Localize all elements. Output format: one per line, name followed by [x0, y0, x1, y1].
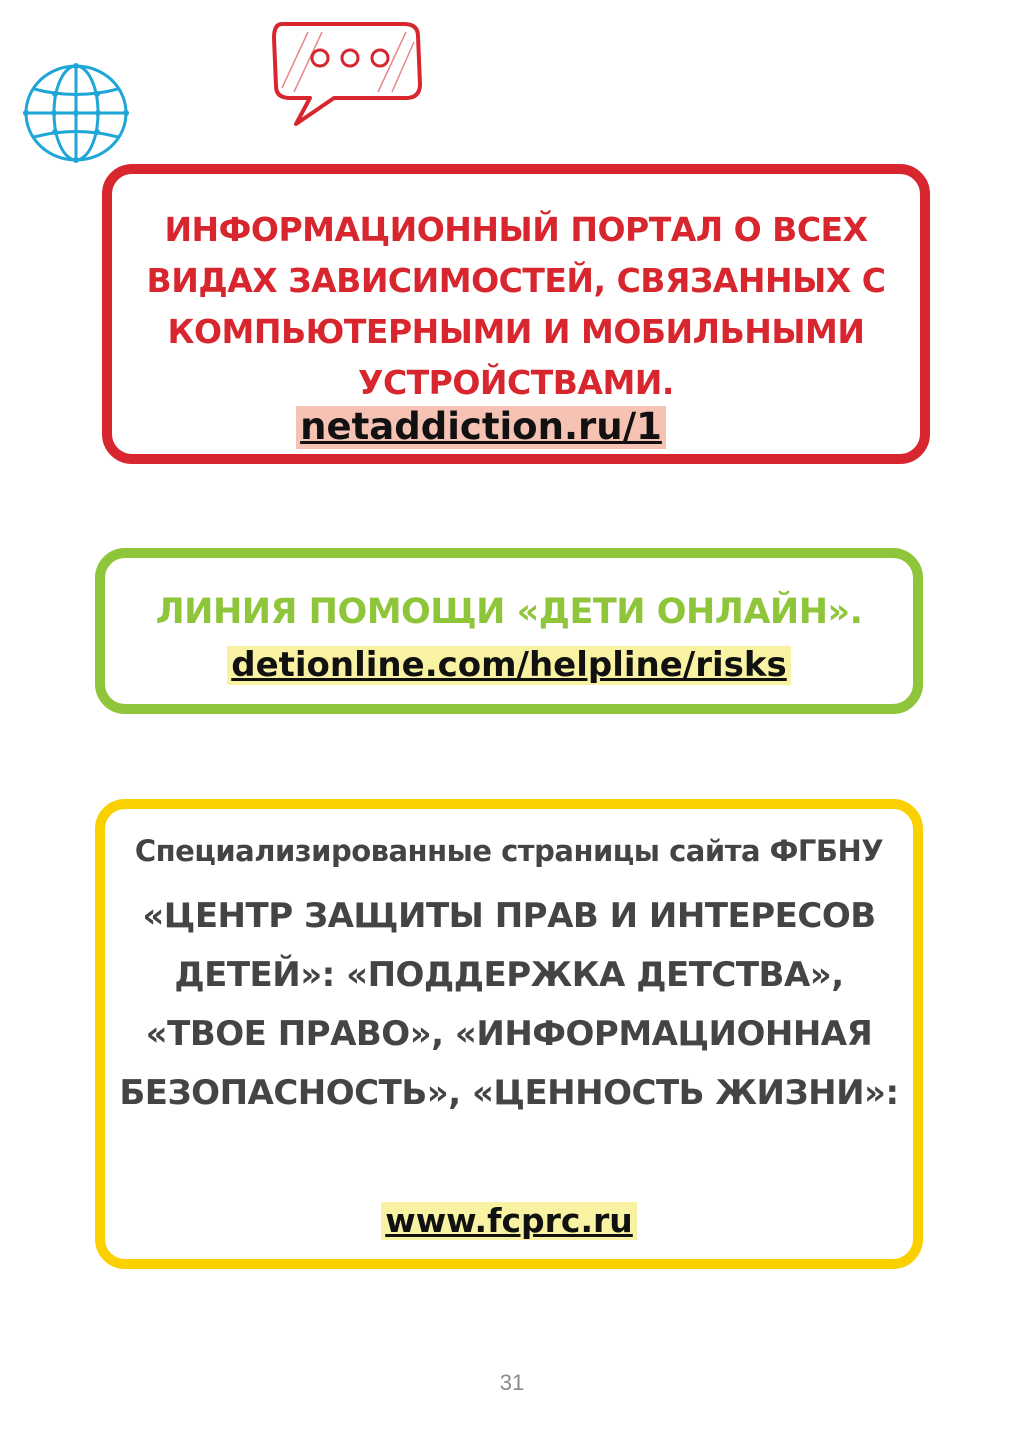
helpline-title: ЛИНИЯ ПОМОЩИ «ДЕТИ ОНЛАЙН».: [155, 592, 863, 632]
fcprc-subtitle: Специализированные страницы сайта ФГБНУ: [134, 834, 884, 868]
fcprc-card: [95, 799, 923, 1269]
helpline-link[interactable]: detionline.com/helpline/risks: [227, 646, 790, 685]
fcprc-link[interactable]: www.fcprc.ru: [381, 1202, 637, 1240]
speech-bubble-icon: [268, 18, 426, 130]
globe-icon: [22, 62, 130, 164]
portal-link[interactable]: netaddiction.ru/1: [296, 406, 666, 449]
portal-title: ИНФОРМАЦИОННЫЙ ПОРТАЛ О ВСЕХ ВИДАХ ЗАВИСИМОСТЕЙ, СВЯЗАННЫХ С КОМПЬЮТЕРНЫМИ И МОБИЛЬНЫМИ УСТРОЙСТВАМИ.: [146, 210, 886, 402]
portal-card: [102, 164, 930, 464]
page-number: 31: [499, 1370, 525, 1395]
helpline-card: [95, 548, 923, 714]
fcprc-title: «ЦЕНТР ЗАЩИТЫ ПРАВ И ИНТЕРЕСОВ ДЕТЕЙ»: «ПОДДЕРЖКА ДЕТСТВА», «ТВОЕ ПРАВО», «ИНФОРМАЦИОННАЯ БЕЗОПАСНОСТЬ», «ЦЕННОСТЬ ЖИЗНИ»:: [119, 896, 899, 1113]
